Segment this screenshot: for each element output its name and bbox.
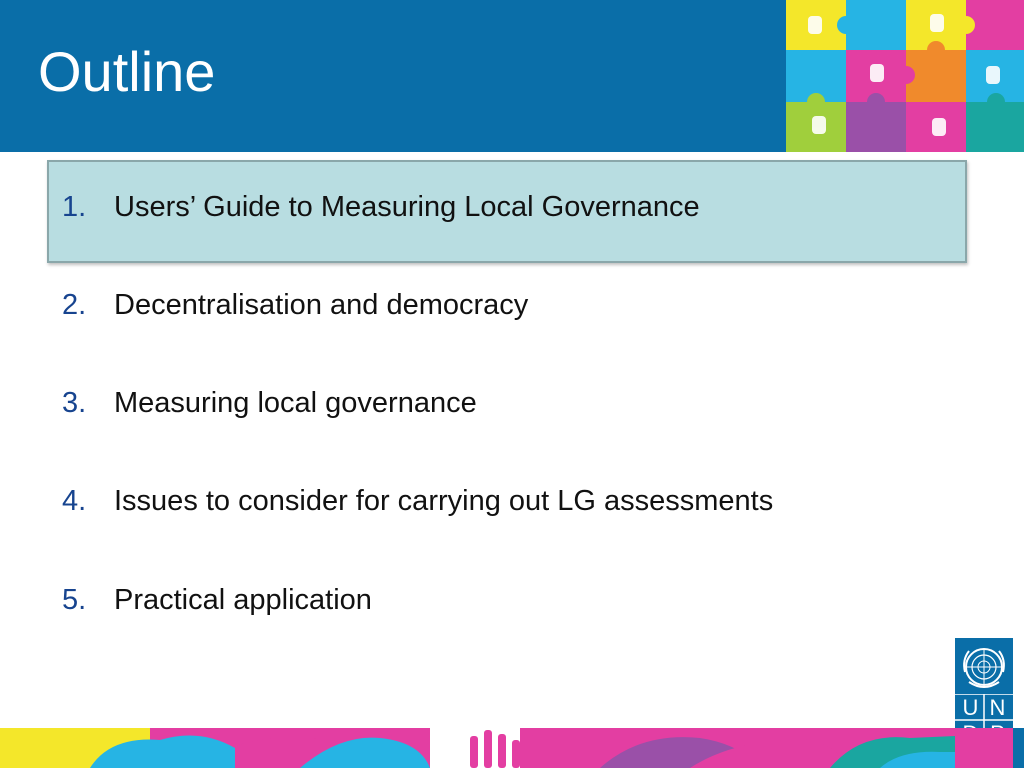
outline-item-5	[0, 580, 960, 620]
slide-title: Outline	[38, 40, 216, 103]
item-number: 1.	[62, 191, 87, 223]
item-label: Issues to consider for carrying out LG assessments	[114, 485, 774, 517]
item-number: 2.	[62, 289, 87, 321]
hand-strip-icon	[0, 728, 1024, 768]
item-label: Practical application	[114, 584, 372, 616]
logo-letter: U	[962, 695, 979, 720]
item-label: Decentralisation and democracy	[114, 289, 529, 321]
item-label: Measuring local governance	[114, 387, 477, 419]
outline-item-2	[0, 285, 960, 325]
item-number: 5.	[62, 584, 87, 616]
item-number: 4.	[62, 485, 87, 517]
logo-letter: N	[989, 695, 1006, 720]
outline-item-1	[0, 187, 960, 227]
item-number: 3.	[62, 387, 87, 419]
outline-item-3	[0, 383, 960, 423]
un-emblem-icon	[957, 640, 1011, 694]
item-label: Users’ Guide to Measuring Local Governance	[114, 191, 700, 223]
outline-item-4	[0, 481, 960, 521]
